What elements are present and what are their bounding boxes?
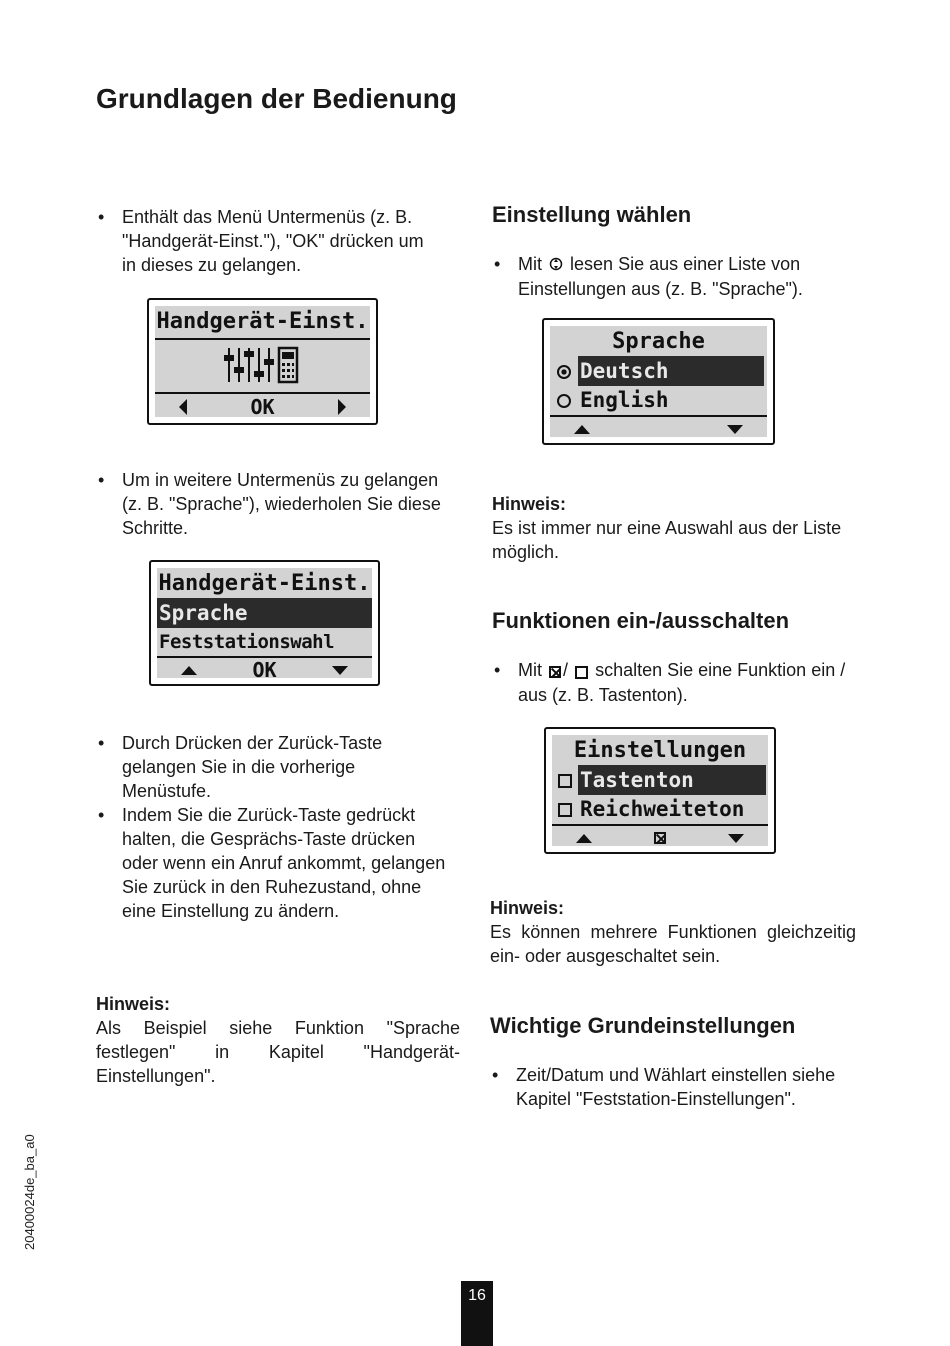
checkbox-empty-icon [558,803,572,817]
section-title: Einstellung wählen [492,202,692,227]
left-note [96,992,460,1088]
arrow-up-icon [574,425,590,434]
checkbox-empty-icon [575,659,588,683]
lcd-row-selected: Sprache [157,598,372,628]
left-bullet-block-2 [96,468,458,540]
lcd-title: Sprache [612,329,705,354]
toggle-key-icon [654,832,666,844]
document-code: 20400024de_ba_a0 [22,1134,37,1250]
note-text: Es ist immer nur eine Auswahl aus der Liste möglich. [492,518,842,562]
lcd-handgeraet-menu [147,298,378,425]
checkbox-checked-icon [549,659,561,683]
lcd-row: Feststationswahl [159,631,335,653]
radio-selected-icon [557,365,571,379]
bullet-time-date: • Zeit/Datum und Wählart einstellen siehe Kapitel "Feststation-Einstellungen". [490,1063,856,1111]
note-title: Hinweis: [490,898,565,918]
lcd-softkeys [155,396,370,418]
left-bullet-block-1 [96,205,441,277]
bullet-back-key: • Durch Drücken der Zurück-Taste gelangen Sie in die vorherige Menüstufe. [96,731,448,803]
right-note-2 [490,896,856,968]
arrow-left-icon [179,399,187,415]
lcd-row: Reichweiteton [552,795,768,823]
settings-sliders-phone-icon [155,344,370,388]
section-funktionen [492,606,862,707]
radio-empty-icon [557,394,571,408]
lcd-row: English [550,386,767,414]
section-einstellung-waehlen [492,200,862,301]
note-text: Es können mehrere Funktionen gleichzeitig ein- oder ausgeschaltet sein. [490,922,856,966]
arrow-down-icon [332,666,348,675]
page-title: Grundlagen der Bedienung [96,83,457,114]
page-number: 16 [461,1281,493,1346]
bullet-repeat-steps: • Um in weitere Untermenüs zu gelangen (z. B. "Sprache"), wiederholen Sie diese Schritte. [96,468,458,540]
right-note-1 [492,492,862,564]
arrow-up-icon [181,666,197,675]
lcd-softkeys [157,660,372,680]
arrow-right-icon [338,399,346,415]
arrow-up-icon [576,834,592,843]
lcd-sprache-list [542,318,775,445]
note-title: Hinweis: [492,494,567,514]
lcd-softkeys [552,828,768,848]
softkey-ok: OK [250,396,275,418]
nav-key-icon [549,253,563,277]
bullet-toggle-function: • Mit / schalten Sie eine Funktion ein / aus (z. B. Tastenton). [492,658,862,707]
lcd-row-selected: Tastenton [552,765,768,795]
section-grundeinstellungen [490,1011,856,1111]
arrow-down-icon [727,425,743,434]
section-title: Wichtige Grundeinstellungen [490,1013,796,1038]
arrow-down-icon [728,834,744,843]
note-text: Als Beispiel siehe Funktion "Sprache festlegen" in Kapitel "Handgerät-Einstellungen". [96,1018,460,1086]
section-title: Funktionen ein-/ausschalten [492,608,790,633]
lcd-row-selected: Deutsch [550,356,767,386]
softkey-ok: OK [252,660,277,680]
lcd-title: Handgerät-Einst. [158,571,371,596]
note-title: Hinweis: [96,994,171,1014]
lcd-title: Handgerät-Einst. [156,309,369,334]
lcd-sprache-menu [149,560,380,686]
lcd-einstellungen-list [544,727,776,854]
bullet-select-list: • Mit lesen Sie aus einer Liste von Einstellungen aus (z. B. "Sprache"). [492,252,862,301]
bullet-submenu-ok: • Enthält das Menü Untermenüs (z. B. "Handgerät-Einst."), "OK" drücken um in dieses zu gelangen. [96,205,441,277]
lcd-title: Einstellungen [573,738,747,763]
checkbox-empty-icon [558,774,572,788]
left-bullet-block-3 [96,731,448,923]
bullet-idle-return: • Indem Sie die Zurück-Taste gedrückt halten, die Gesprächs-Taste drücken oder wenn ein Anruf ankommt, gelangen Sie zurück in den Ruhezustand, ohne eine Einstellung zu ändern. [96,803,448,923]
lcd-softkeys [550,419,767,439]
